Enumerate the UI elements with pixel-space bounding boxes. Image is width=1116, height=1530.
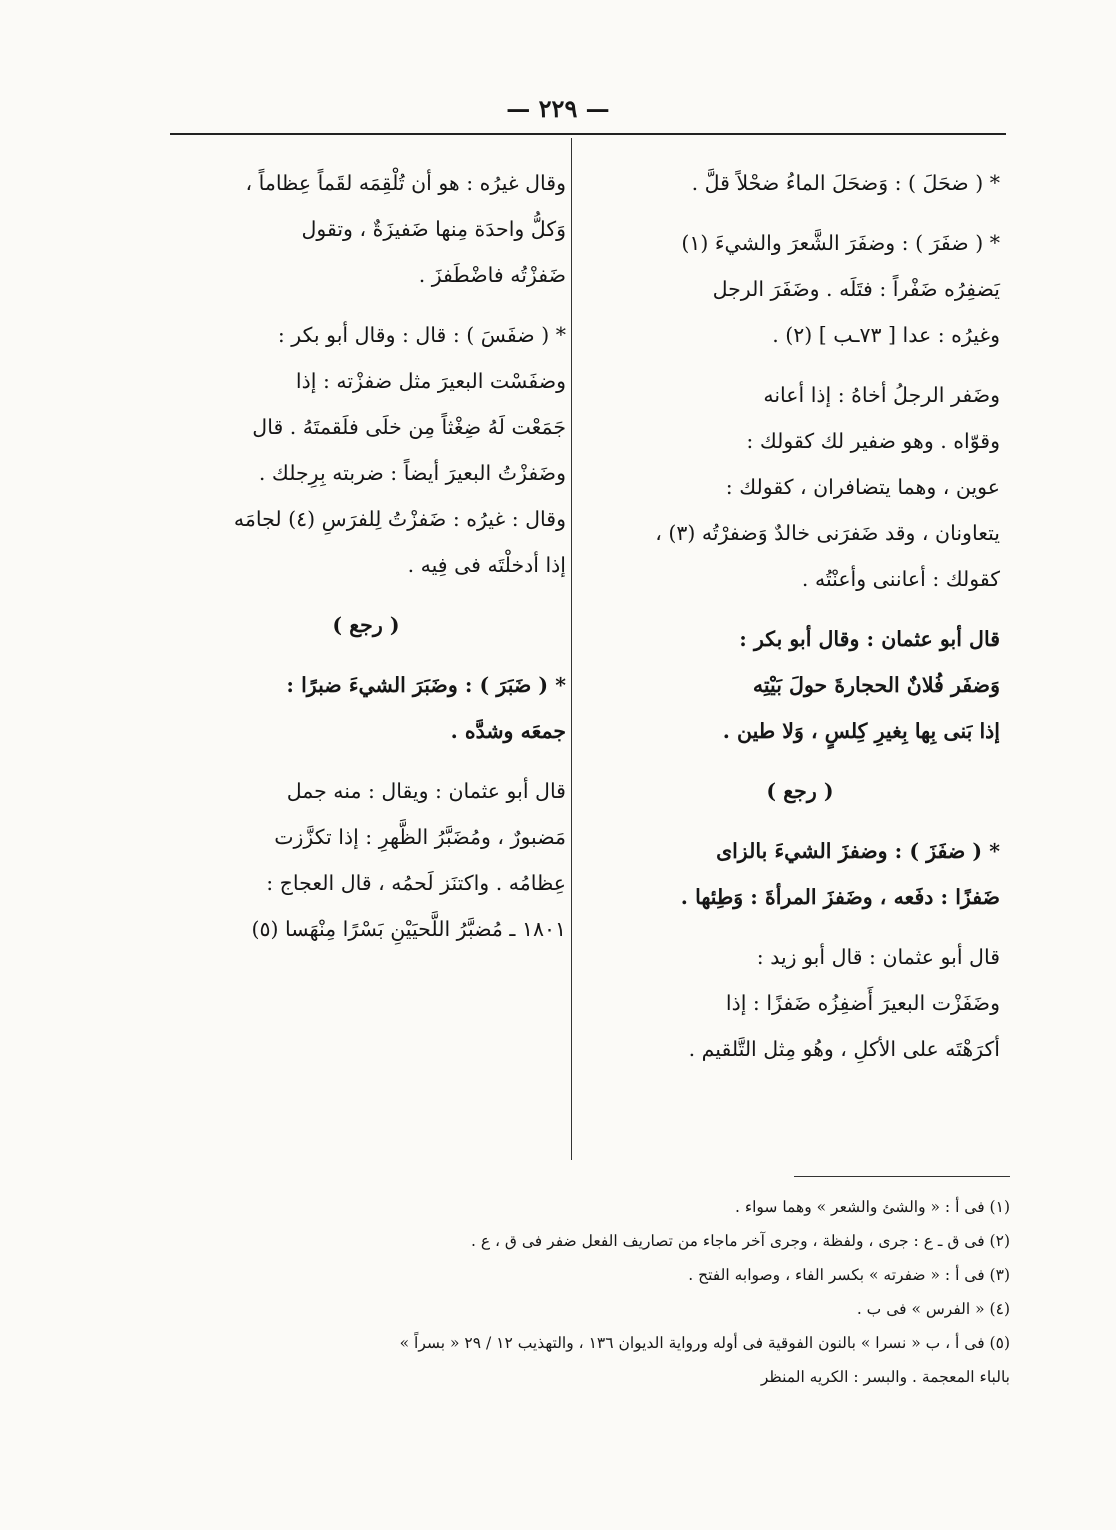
section-marker: ( رجع ) (332, 613, 400, 637)
page-number: — ٢٢٩ — (506, 94, 610, 123)
text-line: قال أبو عثمان : قال أبو زيد : (756, 945, 1000, 969)
text-entry (600, 372, 1000, 602)
text-line: قال أبو عثمان : وقال أبو بكر : (739, 627, 1000, 651)
footnote-rule (794, 1176, 1010, 1177)
column-divider (571, 138, 572, 1160)
text-line: وقال غيرُه : هو أن تُلْقِمَه لقَماً عِظاماً ، (245, 171, 566, 195)
text-line: وغيرُه : عدا [ ٧٣ـب ] (٢) . (772, 323, 1000, 347)
text-entry (166, 768, 566, 952)
text-line: وَكلُّ واحدَة مِنها ضَفيزَةٌ ، وتقول (301, 217, 566, 241)
text-line: جَمَعْت لَهُ ضِغْثاً مِن خلَى فلَقمتَهُ . قال (252, 415, 566, 439)
text-line: عوين ، وهما يتضافران ، كقولك : (725, 475, 1000, 499)
text-line: وقوّاه . وهو ضفير لك كقولك : (746, 429, 1000, 453)
section-marker: ( رجع ) (766, 779, 834, 803)
text-line: وقال : غيرُه : ضَفزْتُ لِلفرَسِ (٤) لجامَه (233, 507, 566, 531)
text-entry (600, 220, 1000, 358)
text-line: * ( ضحَلَ ) : وَضحَلَ الماءُ ضحْلاً قلَّ . (691, 171, 1000, 195)
text-line: * ( ضفَسَ ) : قال : وقال أبو بكر : (277, 323, 566, 347)
text-entry (600, 616, 1000, 754)
text-line: وَضفَر فُلانٌ الحجارةَ حولَ بَيْتِه (752, 673, 1000, 697)
text-line: * ( ضفَرَ ) : وضفَرَ الشَّعرَ والشيءَ (١) (681, 231, 1000, 255)
text-entry (600, 934, 1000, 1072)
text-line: ضَفزًا : دفَعه ، وضَفزَ المرأةَ : وَطِئها . (680, 885, 1000, 909)
text-entry (166, 312, 566, 588)
footnote: (٤) « الفرس » فى ب . (856, 1300, 1010, 1318)
footnote: بالباء المعجمة . والبسر : الكريه المنظر (760, 1368, 1010, 1386)
text-line: يَضفِرُه ضَفْراً : فتَلَه . وضَفَرَ الرجل (712, 277, 1000, 301)
text-line: عِظامُه . واكتنَز لَحمُه ، قال العجاج : (266, 871, 566, 895)
text-line: * ( ضفَزَ ) : وضفزَ الشيءَ بالزاى (716, 839, 1000, 863)
text-line: ١٨٠١ ـ مُضبَّرُ اللَّحيَيْنِ بَسْرًا مِنْهَسا (٥) (251, 917, 566, 941)
text-line: إذا بَنى بِها بِغيرِ كِلسٍ ، وَلا طين . (722, 719, 1000, 743)
footnotes (150, 1190, 1010, 1394)
text-entry (600, 160, 1000, 206)
text-line: وضَفَزْت البعيرَ أَضفِزُه ضَفزًا : إذا (725, 991, 1000, 1015)
text-line: جمعَه وشدَّه . (450, 719, 566, 743)
text-entry (166, 160, 566, 298)
text-line: أكرَهْتَه على الأكلِ ، وهُو مِثل التَّلقيم . (688, 1037, 1000, 1061)
text-line: كقولك : أعاننى وأعنْتُه . (801, 567, 1000, 591)
text-line: وضَفر الرجلُ أخاهُ : إذا أعانه (763, 383, 1000, 407)
text-entry (166, 662, 566, 754)
header-rule (170, 133, 1006, 135)
text-line: مَضبورٌ ، ومُضَبَّرُ الظَّهرِ : إذا تكزَّزت (274, 825, 566, 849)
left-column (166, 160, 566, 966)
text-line: * ( ضَبَرَ ) : وضَبَرَ الشيءَ ضبرًا : (286, 673, 566, 697)
text-line: يتعاونان ، وقد ضَفرَنى خالدٌ وَضفرْتُه (٣) ، (655, 521, 1000, 545)
right-column (600, 160, 1000, 1086)
footnote: (١) فى أ : « والشئ والشعر » وهما سواء . (734, 1198, 1010, 1216)
text-line: وضَفزْتُ البعيرَ أيضاً : ضربته بِرِجلك . (258, 461, 566, 485)
text-line: إذا أدخلْتَه فى فِيه . (407, 553, 566, 577)
text-line: وضفَسْت البعيرَ مثل ضفزْته : إذا (295, 369, 566, 393)
text-line: قال أبو عثمان : ويقال : منه جمل (286, 779, 566, 803)
text-line: ضَفزْتُه فاضْطَفزَ . (418, 263, 566, 287)
footnote: (٢) فى ق ـ ع : جرى ، ولفظة ، وجرى آخر ماجاء من تصاريف الفعل ضفر فى ق ، ع . (470, 1232, 1010, 1250)
footnote: (٥) فى أ ، ب « نسرا » بالنون الفوقية فى أوله ورواية الديوان ١٣٦ ، والتهذيب ١٢ / ٢٩ « بسراً » (399, 1334, 1010, 1352)
footnote: (٣) فى أ : « ضفرته » بكسر الفاء ، وصوابه الفتح . (688, 1266, 1010, 1284)
text-entry (600, 828, 1000, 920)
